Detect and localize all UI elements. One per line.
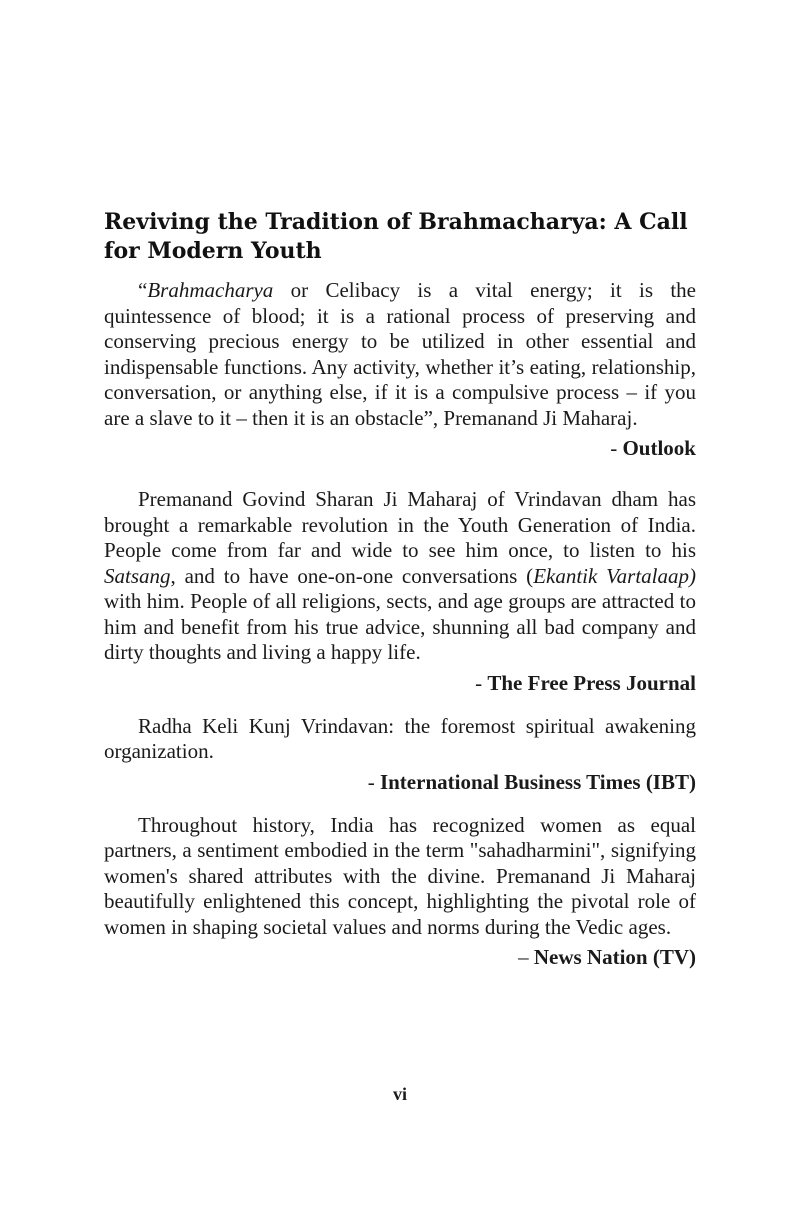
source-dash: – xyxy=(518,945,534,969)
page-number: vi xyxy=(392,1084,407,1104)
open-quote-mark: “ xyxy=(138,278,148,302)
source-dash: - xyxy=(367,769,380,794)
quote-ibt-text: Radha Keli Kunj Vrindavan: the foremost spiritual awakening organization. xyxy=(104,713,696,763)
source-news-nation xyxy=(104,944,696,970)
source-ibt xyxy=(104,769,696,795)
italic-term-brahmacharya: Brahmacharya xyxy=(147,278,274,302)
source-fpj-name: The Free Press Journal xyxy=(487,670,696,695)
quote-news-nation-text: Throughout history, India has recognized women as equal partners, a sentiment embodied in the term "sahadharmini", signifying women's shared attributes with the divine. Premanand Ji Maharaj beautifully enlightened this concept, highlighting the pivotal role of women in shaping societal values and norms during the Vedic ages. xyxy=(104,812,696,939)
quote-fpj-part-c: with him. People of all religions, sects, and age groups are attracted to him and benefit from his true advice, shunning all bad company and dirty thoughts and living a happy life. xyxy=(104,589,696,664)
source-fpj xyxy=(104,670,696,696)
page-body xyxy=(104,208,696,970)
source-outlook-name: Outlook xyxy=(622,436,696,460)
source-news-nation-name: News Nation (TV) xyxy=(533,945,696,969)
quote-fpj-part-a: Premanand Govind Sharan Ji Maharaj of Vrindavan dham has brought a remarkable revolution in the Youth Generation of India. People come from far and wide to see him once, to listen to his xyxy=(104,487,696,562)
page-title: Reviving the Tradition of Brahmacharya: A Call for Modern Youth xyxy=(104,209,688,264)
source-ibt-name: International Business Times (IBT) xyxy=(379,769,696,794)
quote-fpj-text xyxy=(104,487,696,666)
italic-term-ekantik-vartalaap: Ekantik Vartalaap) xyxy=(533,563,696,588)
source-outlook xyxy=(104,435,696,461)
source-dash: - xyxy=(475,670,488,695)
source-dash: - xyxy=(610,436,623,460)
quote-outlook-body: or Celibacy is a vital energy; it is the quintessence of blood; it is a rational process of preserving and conserving precious energy to be utilized in other essential and indispensable functions. Any activity, whether it’s eating, relationship, conversation, or anything else, if it is a compulsive process – if you are a slave to it – then it is an obstacle”, Premanand Ji Maharaj. xyxy=(104,278,696,430)
quote-fpj-part-b: , and to have one-on-one conversations ( xyxy=(170,563,534,588)
quote-outlook-text xyxy=(104,278,696,431)
italic-term-satsang: Satsang xyxy=(104,563,171,588)
